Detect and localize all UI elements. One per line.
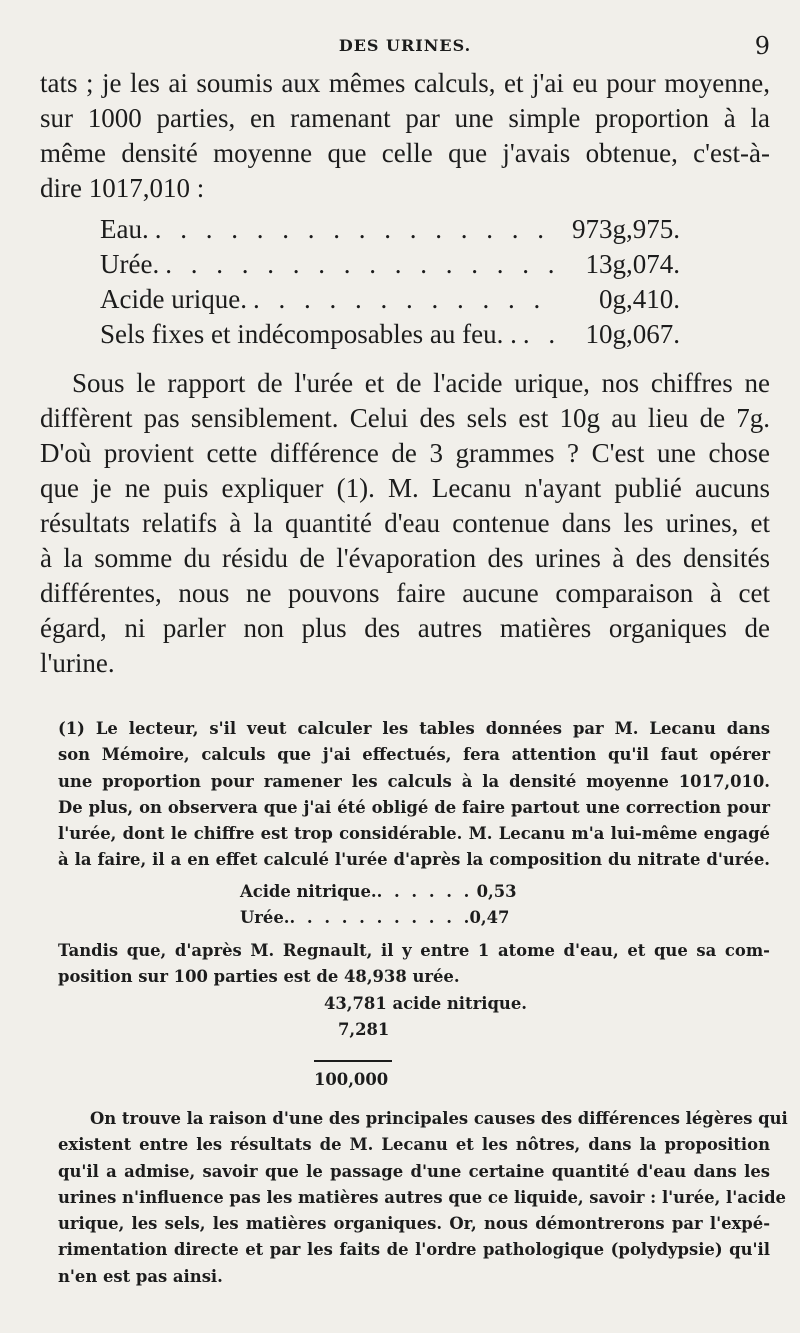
text-line: différentes, nous ne pouvons faire aucune comparaison à cet	[40, 578, 770, 608]
footnote-part-c	[58, 1106, 788, 1290]
table-row	[240, 882, 517, 908]
footnote-line: Tandis que, d'après M. Regnault, il y entre 1 atome d'eau, et que sa com-	[58, 941, 770, 960]
urine-composition-table	[100, 214, 680, 354]
footnote-line: l'urée, dont le chiffre est trop considérable. M. Lecanu m'a lui-même engagé	[58, 824, 770, 844]
footnote-line: qu'il a admise, savoir que le passage d'une certaine quantité d'eau dans les	[58, 1161, 770, 1181]
component-value: 0g,410.	[599, 284, 680, 314]
text-line: diffèrent pas sensiblement. Celui des sels est 10g au lieu de 7g.	[40, 403, 770, 433]
leader-dots	[253, 284, 554, 315]
running-title: DES URINES.	[338, 36, 472, 55]
text-line: sur 1000 parties, en ramenant par une simple proportion à la	[40, 103, 770, 133]
sum-value: 43,781	[324, 994, 387, 1013]
text-line: égard, ni parler non plus des autres matières organiques de	[40, 613, 770, 643]
footnote-line: De plus, on observera que j'ai été obligé de faire partout une correction pour	[58, 797, 770, 817]
leader-dots	[290, 908, 470, 927]
text-line: résultats relatifs à la quantité d'eau contenue dans les urines, et	[40, 508, 770, 538]
footnote-line: à la faire, il a en effet calculé l'urée d'après la composition du nitrate d'urée.	[58, 850, 770, 870]
component-value: 0,47	[469, 908, 510, 927]
text-line: que je ne puis expliquer (1). M. Lecanu n'ayant publié aucuns	[40, 473, 770, 503]
footnote-line: (1) Le lecteur, s'il veut calculer les tables données par M. Lecanu dans	[58, 719, 770, 738]
component-label: Sels fixes et indécomposables au feu. .	[100, 319, 517, 349]
table-row	[100, 214, 680, 249]
component-label: Acide nitrique.	[240, 882, 377, 901]
component-value: 973g,975.	[572, 214, 680, 244]
page-header	[40, 32, 770, 64]
component-value: 10g,067.	[585, 319, 680, 349]
table-row	[100, 319, 680, 354]
text-line: D'où provient cette différence de 3 grammes ? C'est une chose	[40, 438, 770, 468]
table-row	[100, 249, 680, 284]
footnote-line: position sur 100 parties est de 48,938 urée.	[58, 967, 460, 987]
component-value: 0,53	[476, 882, 517, 901]
sum-row	[324, 1020, 527, 1046]
page-number: 9	[754, 32, 770, 60]
footnote-part-a	[58, 716, 770, 874]
component-label: Urée.	[240, 908, 290, 927]
table-row	[240, 908, 517, 934]
footnote-line: rimentation directe et par les faits de l'ordre pathologique (polydypsie) qu'il	[58, 1240, 770, 1260]
text-line: l'urine.	[40, 648, 115, 678]
text-line: Sous le rapport de l'urée et de l'acide urique, nos chiffres ne	[72, 368, 770, 398]
nitrate-composition-table	[240, 882, 517, 934]
sum-row	[324, 994, 527, 1020]
sum-rule	[314, 1060, 392, 1062]
footnote-part-b	[58, 938, 770, 991]
intro-paragraph	[40, 66, 770, 206]
text-line: à la somme du résidu de l'évaporation des urines à des densités	[40, 543, 770, 573]
sum-total	[314, 1070, 388, 1096]
text-line: dire 1017,010 :	[40, 173, 205, 203]
component-value: 13g,074.	[585, 249, 680, 279]
table-row	[100, 284, 680, 319]
footnote-line: une proportion pour ramener les calculs à la densité moyenne 1017,010.	[58, 771, 770, 791]
composition-sum	[324, 994, 527, 1046]
leader-dots	[155, 214, 554, 245]
footnote-line: n'en est pas ainsi.	[58, 1266, 223, 1286]
component-label: Eau.	[100, 214, 149, 244]
sum-total-value: 100,000	[314, 1070, 389, 1089]
text-line: tats ; je les ai soumis aux mêmes calculs, et j'ai eu pour moyenne,	[40, 68, 770, 98]
component-label: Urée.	[100, 249, 160, 279]
footnote-line: existent entre les résultats de M. Lecanu et les nôtres, dans la proposition	[58, 1135, 770, 1155]
component-label: Acide urique.	[100, 284, 247, 314]
text-line: même densité moyenne que celle que j'avais obtenue, c'est-à-	[40, 138, 770, 168]
footnote-line: son Mémoire, calculs que j'ai effectués, fera attention qu'il faut opérer	[58, 745, 770, 765]
footnote-line: urique, les sels, les matières organiques. Or, nous démontrerons par l'expé-	[58, 1214, 770, 1234]
footnote-line: urines n'influence pas les matières autres que ce liquide, savoir : l'urée, l'acide	[58, 1187, 786, 1207]
footnote-line: On trouve la raison d'une des principales causes des différences légères qui	[90, 1109, 788, 1128]
sum-value: 7,281	[338, 1020, 390, 1039]
leader-dots	[165, 249, 554, 280]
discussion-paragraph	[40, 366, 770, 681]
leader-dots	[377, 882, 477, 901]
sum-label: acide nitrique.	[392, 994, 527, 1013]
leader-dots	[523, 319, 554, 350]
